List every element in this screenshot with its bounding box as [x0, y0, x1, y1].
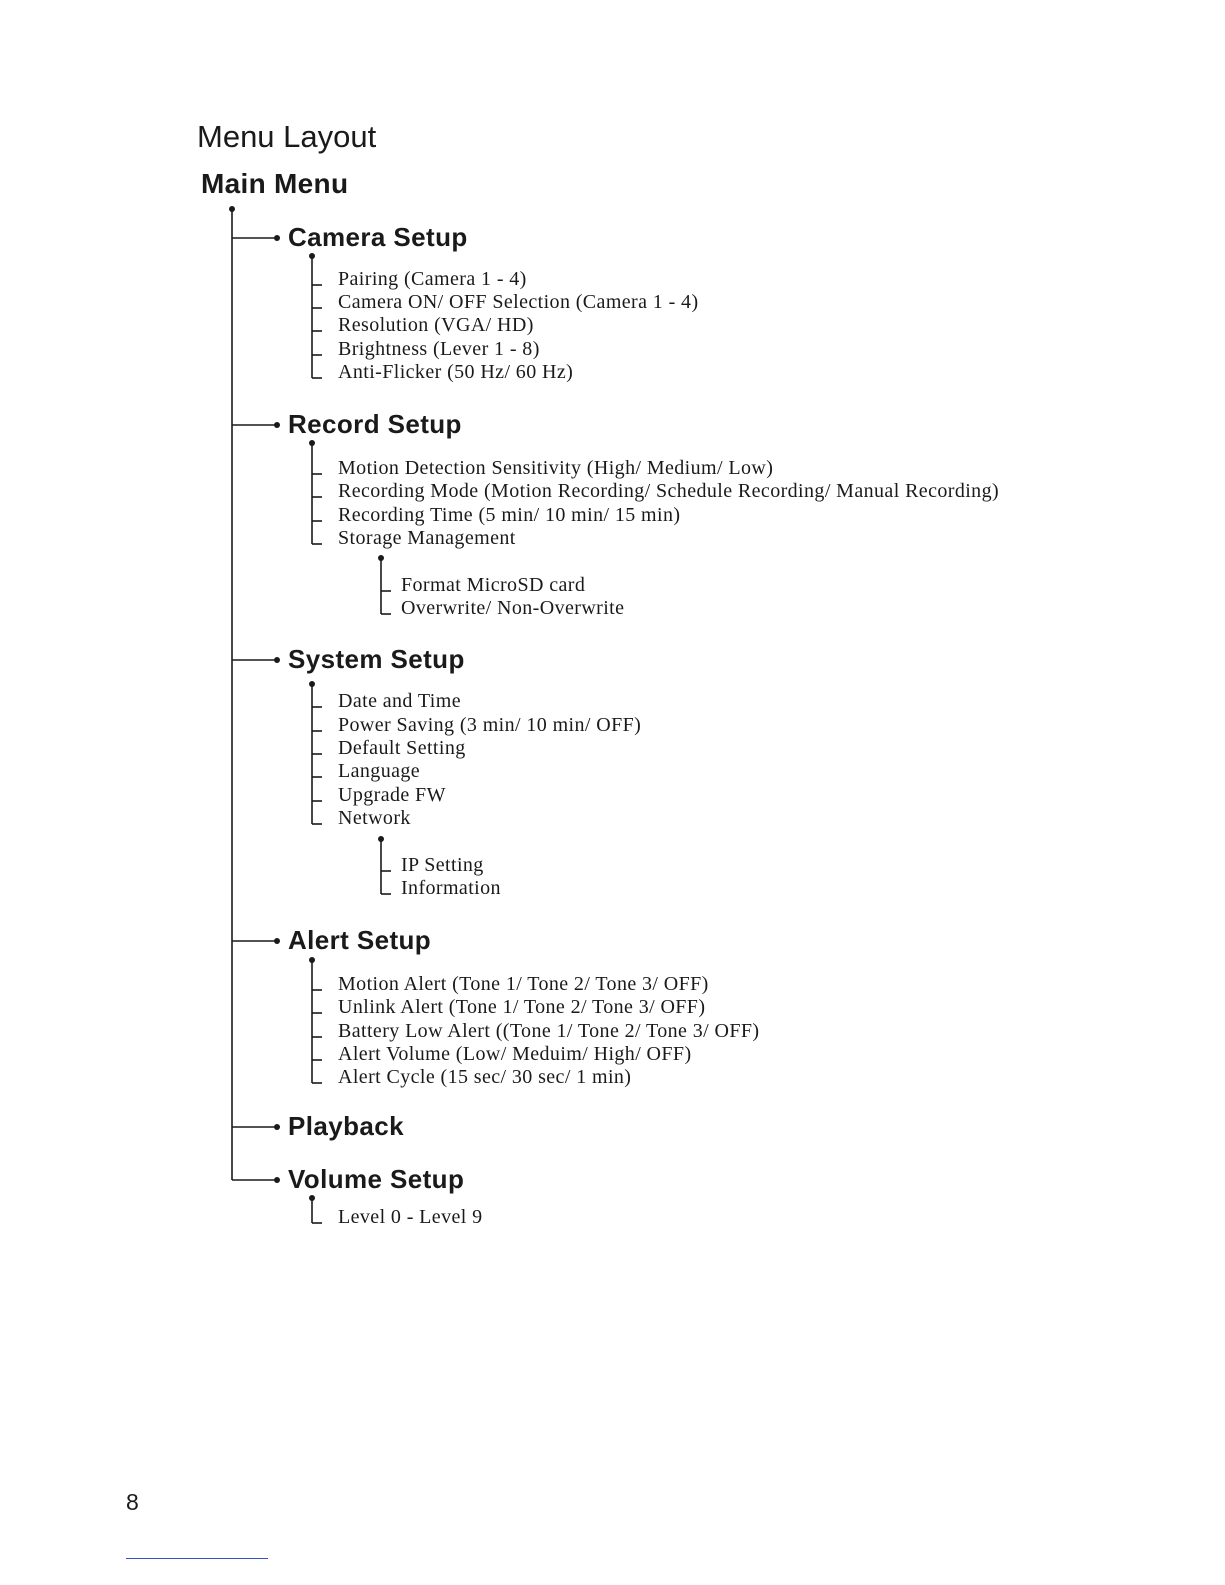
sub-menu-item: Format MicroSD card — [401, 574, 586, 596]
section-playback: Playback — [288, 1111, 404, 1141]
section-record-setup: Record Setup — [288, 409, 462, 439]
menu-item: Power Saving (3 min/ 10 min/ OFF) — [338, 714, 642, 736]
menu-item: Battery Low Alert ((Tone 1/ Tone 2/ Tone 3/ OFF) — [338, 1020, 760, 1042]
menu-item: Unlink Alert (Tone 1/ Tone 2/ Tone 3/ OFF) — [338, 996, 706, 1018]
menu-item: Level 0 - Level 9 — [338, 1206, 483, 1228]
sub-menu-item: IP Setting — [401, 854, 484, 876]
menu-item: Default Setting — [338, 737, 466, 759]
menu-item: Brightness (Lever 1 - 8) — [338, 338, 540, 360]
menu-item: Upgrade FW — [338, 784, 446, 806]
menu-item: Recording Mode (Motion Recording/ Schedule Recording/ Manual Recording) — [338, 480, 1000, 502]
footer-rule — [126, 1558, 268, 1559]
menu-item: Date and Time — [338, 690, 461, 712]
menu-item: Language — [338, 760, 421, 782]
menu-item: Alert Cycle (15 sec/ 30 sec/ 1 min) — [338, 1066, 632, 1088]
sub-menu-item: Information — [401, 877, 501, 899]
section-camera-setup: Camera Setup — [288, 222, 468, 252]
menu-item: Storage Management — [338, 527, 516, 549]
menu-item: Recording Time (5 min/ 10 min/ 15 min) — [338, 504, 681, 526]
page-number: 8 — [126, 1489, 139, 1515]
menu-item: Motion Detection Sensitivity (High/ Medium/ Low) — [338, 457, 774, 479]
page-title: Menu Layout — [197, 119, 377, 154]
menu-item: Pairing (Camera 1 - 4) — [338, 268, 527, 290]
sub-menu-item: Overwrite/ Non-Overwrite — [401, 597, 625, 619]
section-volume-setup: Volume Setup — [288, 1164, 465, 1194]
menu-item: Alert Volume (Low/ Meduim/ High/ OFF) — [338, 1043, 692, 1065]
section-system-setup: System Setup — [288, 644, 465, 674]
menu-item: Network — [338, 807, 411, 829]
menu-item: Resolution (VGA/ HD) — [338, 314, 534, 336]
menu-item: Anti-Flicker (50 Hz/ 60 Hz) — [338, 361, 574, 383]
main-menu-heading: Main Menu — [201, 168, 349, 199]
section-alert-setup: Alert Setup — [288, 925, 432, 955]
menu-item: Camera ON/ OFF Selection (Camera 1 - 4) — [338, 291, 699, 313]
menu-item: Motion Alert (Tone 1/ Tone 2/ Tone 3/ OFF) — [338, 973, 709, 995]
